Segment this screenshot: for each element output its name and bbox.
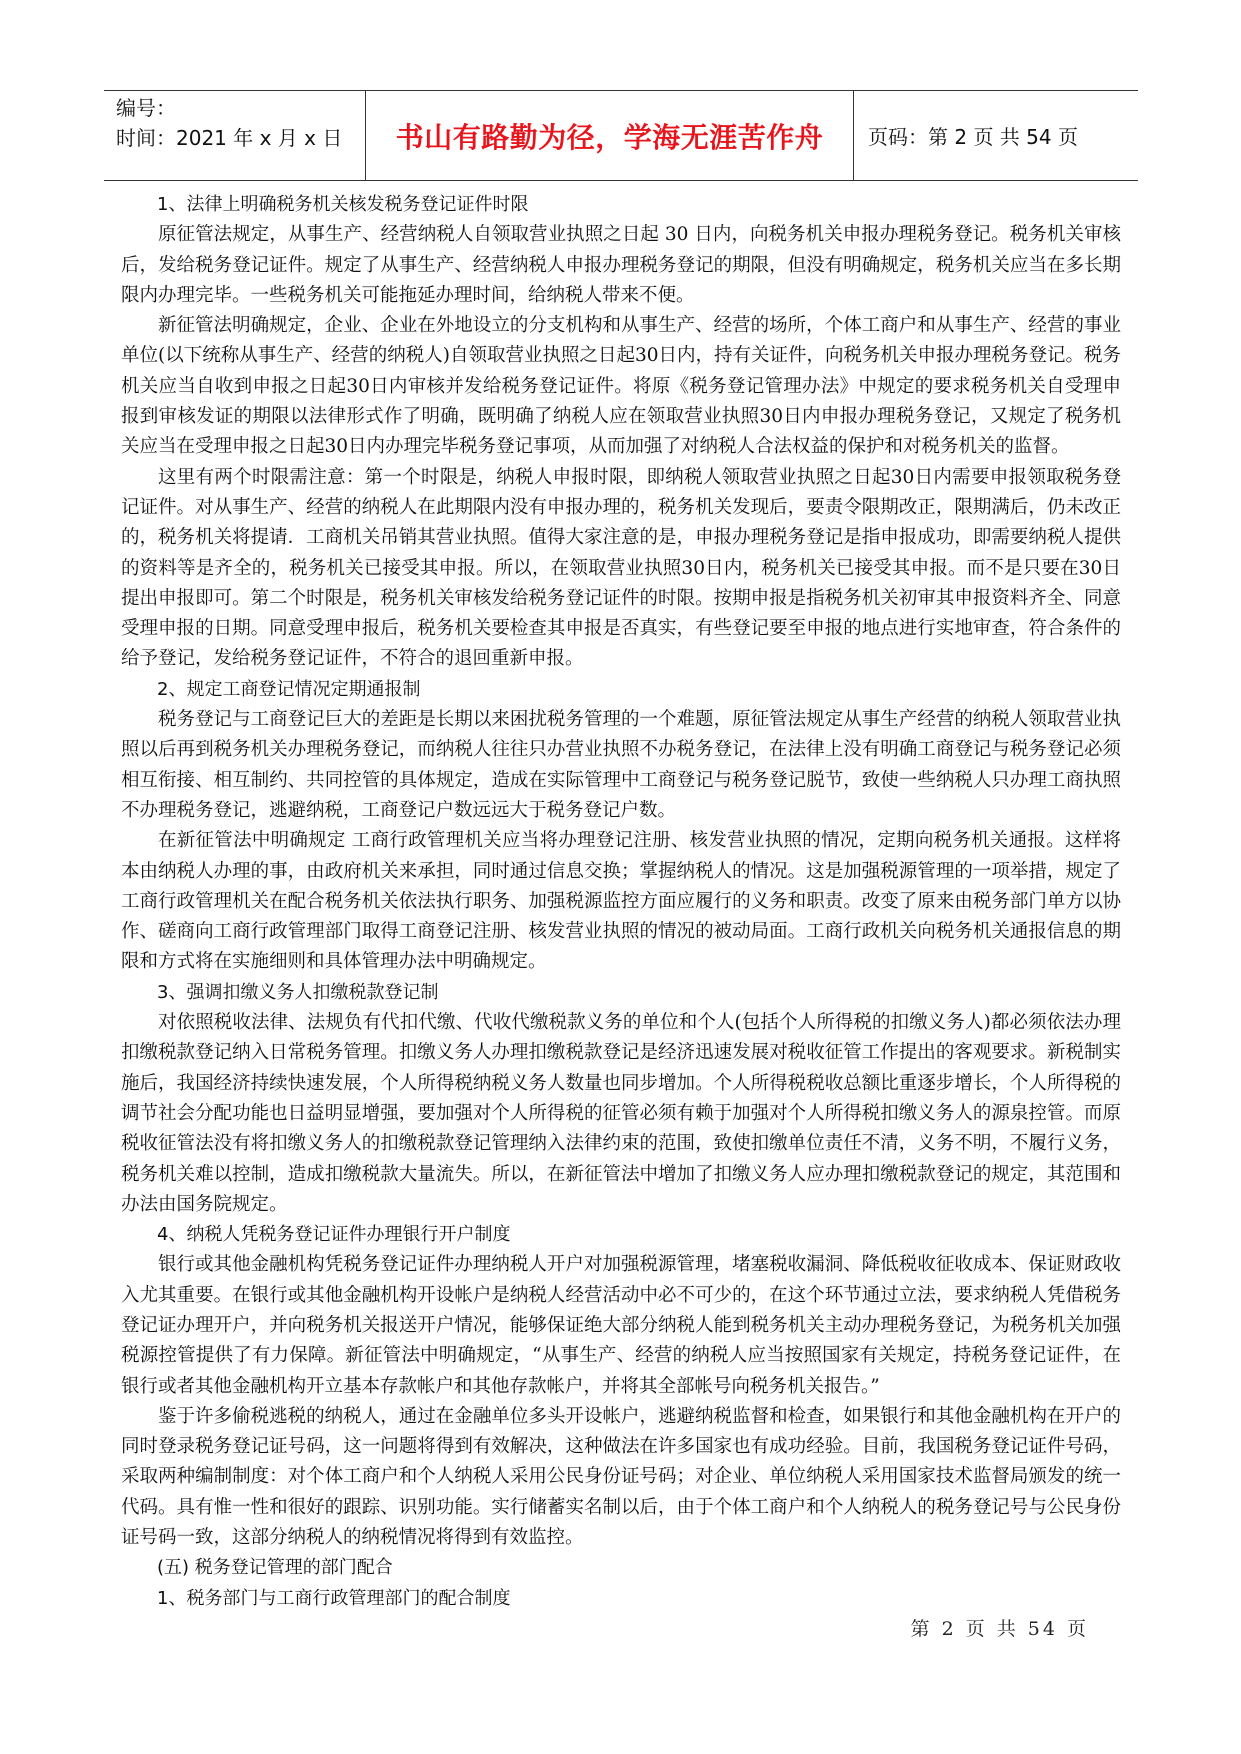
header-meta bbox=[104, 91, 366, 180]
header-motto: 书山有路勤为径，学海无涯苦作舟 bbox=[395, 120, 824, 154]
document-body bbox=[121, 190, 1121, 1614]
section-heading: 1、法律上明确税务机关核发税务登记证件时限 bbox=[157, 194, 529, 215]
page-header bbox=[104, 90, 1138, 181]
header-motto-cell bbox=[366, 91, 854, 180]
header-page-label: 页码：第 2 页 共 54 页 bbox=[868, 125, 1078, 149]
body-paragraph: 原征管法规定，从事生产、经营纳税人自领取营业执照之日起 30 日内，向税务机关申报办理税务登记。税务机关审核后，发给税务登记证件。规定了从事生产、经营纳税人申报办理税务登记的期限，但没有明确规定，税务机关应当在多长期限内办理完毕。一些税务机关可能拖延办理时间，给纳税人带来不便。 bbox=[121, 224, 1121, 306]
body-paragraph: 对依照税收法律、法规负有代扣代缴、代收代缴税款义务的单位和个人(包括个人所得税的扣缴义务人)都必须依法办理扣缴税款登记纳入日常税务管理。扣缴义务人办理扣缴税款登记是经济迅速发展对税收征管工作提出的客观要求。新税制实施后，我国经济持续快速发展，个人所得税纳税义务人数量也同步增加。个人所得税税收总额比重逐步增长，个人所得税的调节社会分配功能也日益明显增强，要加强对个人所得税的征管必须有赖于加强对个人所得税扣缴义务人的源泉控管。而原税收征管法没有将扣缴义务人的扣缴税款登记管理纳入法律约束的范围，致使扣缴单位责任不清，义务不明，不履行义务，税务机关难以控制，造成扣缴税款大量流失。所以，在新征管法中增加了扣缴义务人应办理扣缴税款登记的规定，其范围和办法由国务院规定。 bbox=[121, 1012, 1121, 1215]
body-paragraph: 银行或其他金融机构凭税务登记证件办理纳税人开户对加强税源管理，堵塞税收漏洞、降低税收征收成本、保证财政收入尤其重要。在银行或其他金融机构开设帐户是纳税人经营活动中必不可少的，在这个环节通过立法，要求纳税人凭借税务登记证办理开户，并向税务机关报送开户情况，能够保证绝大部分纳税人能到税务机关主动办理税务登记，为税务机关加强税源控管提供了有力保障。新征管法中明确规定，“从事生产、经营的纳税人应当按照国家有关规定，持税务登记证件，在银行或者其他金融机构开立基本存款帐户和其他存款帐户，并将其全部帐号向税务机关报告。” bbox=[121, 1254, 1121, 1397]
page-footer: 第 2 页 共 54 页 bbox=[910, 1618, 1089, 1640]
section-heading: 4、纳税人凭税务登记证件办理银行开户制度 bbox=[157, 1224, 511, 1246]
body-paragraph: 在新征管法中明确规定 工商行政管理机关应当将办理登记注册、核发营业执照的情况，定期向税务机关通报。这样将本由纳税人办理的事，由政府机关来承担，同时通过信息交换；掌握纳税人的情况。这是加强税源管理的一项举措，规定了工商行政管理机关在配合税务机关依法执行职务、加强税源监控方面应履行的义务和职责。改变了原来由税务部门单方以协作、磋商向工商行政管理部门取得工商登记注册、核发营业执照的情况的被动局面。工商行政机关向税务机关通报信息的期限和方式将在实施细则和具体管理办法中明确规定。 bbox=[121, 830, 1121, 973]
section-heading: (五) 税务登记管理的部门配合 bbox=[157, 1557, 393, 1579]
body-paragraph: 税务登记与工商登记巨大的差距是长期以来困扰税务管理的一个难题，原征管法规定从事生产经营的纳税人领取营业执照以后再到税务机关办理税务登记，而纳税人往往只办营业执照不办税务登记，在法律上没有明确工商登记与税务登记必须相互衔接、相互制约、共同控管的具体规定，造成在实际管理中工商登记与税务登记脱节，致使一些纳税人只办理工商执照不办理税务登记，逃避纳税，工商登记户数远远大于税务登记户数。 bbox=[121, 709, 1121, 821]
document-time-label: 时间：2021 年 x 月 x 日 bbox=[116, 126, 343, 150]
section-heading: 3、强调扣缴义务人扣缴税款登记制 bbox=[157, 981, 439, 1003]
body-paragraph: 这里有两个时限需注意：第一个时限是，纳税人申报时限，即纳税人领取营业执照之日起30日内需要申报领取税务登记证件。对从事生产、经营的纳税人在此期限内没有申报办理的，税务机关发现后，要责令限期改正，限期满后，仍未改正的，税务机关将提请．工商机关吊销其营业执照。值得大家注意的是，申报办理税务登记是指申报成功，即需要纳税人提供的资料等是齐全的，税务机关已接受其申报。所以，在领取营业执照30日内，税务机关已接受其申报。而不是只要在30日提出申报即可。第二个时限是，税务机关审核发给税务登记证件的时限。按期申报是指税务机关初审其申报资料齐全、同意受理申报的日期。同意受理申报后，税务机关要检查其申报是否真实，有些登记要至申报的地点进行实地审查，符合条件的给予登记，发给税务登记证件，不符合的退回重新申报。 bbox=[121, 466, 1121, 670]
section-heading: 2、规定工商登记情况定期通报制 bbox=[157, 678, 421, 700]
header-page-cell bbox=[854, 91, 1138, 180]
body-paragraph: 鉴于许多偷税逃税的纳税人，通过在金融单位多头开设帐户，逃避纳税监督和检查，如果银行和其他金融机构在开户的同时登录税务登记证号码，这一问题将得到有效解决，这种做法在许多国家也有成功经验。目前，我国税务登记证件号码，采取两种编制制度：对个体工商户和个人纳税人采用公民身份证号码；对企业、单位纳税人采用国家技术监督局颁发的统一代码。具有惟一性和很好的跟踪、识别功能。实行储蓄实名制以后，由于个体工商户和个人纳税人的税务登记号与公民身份证号码一致，这部分纳税人的纳税情况将得到有效监控。 bbox=[121, 1405, 1121, 1549]
body-paragraph: 新征管法明确规定，企业、企业在外地设立的分支机构和从事生产、经营的场所，个体工商户和从事生产、经营的事业单位(以下统称从事生产、经营的纳税人)自领取营业执照之日起30日内，持有关证件，向税务机关申报办理税务登记。税务机关应当自收到申报之日起30日内审核并发给税务登记证件。将原《税务登记管理办法》中规定的要求税务机关自受理申报到审核发证的期限以法律形式作了明确，既明确了纳税人应在领取营业执照30日内申报办理税务登记，又规定了税务机关应当在受理申报之日起30日内办理完毕税务登记事项，从而加强了对纳税人合法权益的保护和对税务机关的监督。 bbox=[121, 315, 1121, 458]
section-heading: 1、税务部门与工商行政管理部门的配合制度 bbox=[157, 1587, 511, 1609]
document-number-label: 编号： bbox=[116, 96, 176, 120]
